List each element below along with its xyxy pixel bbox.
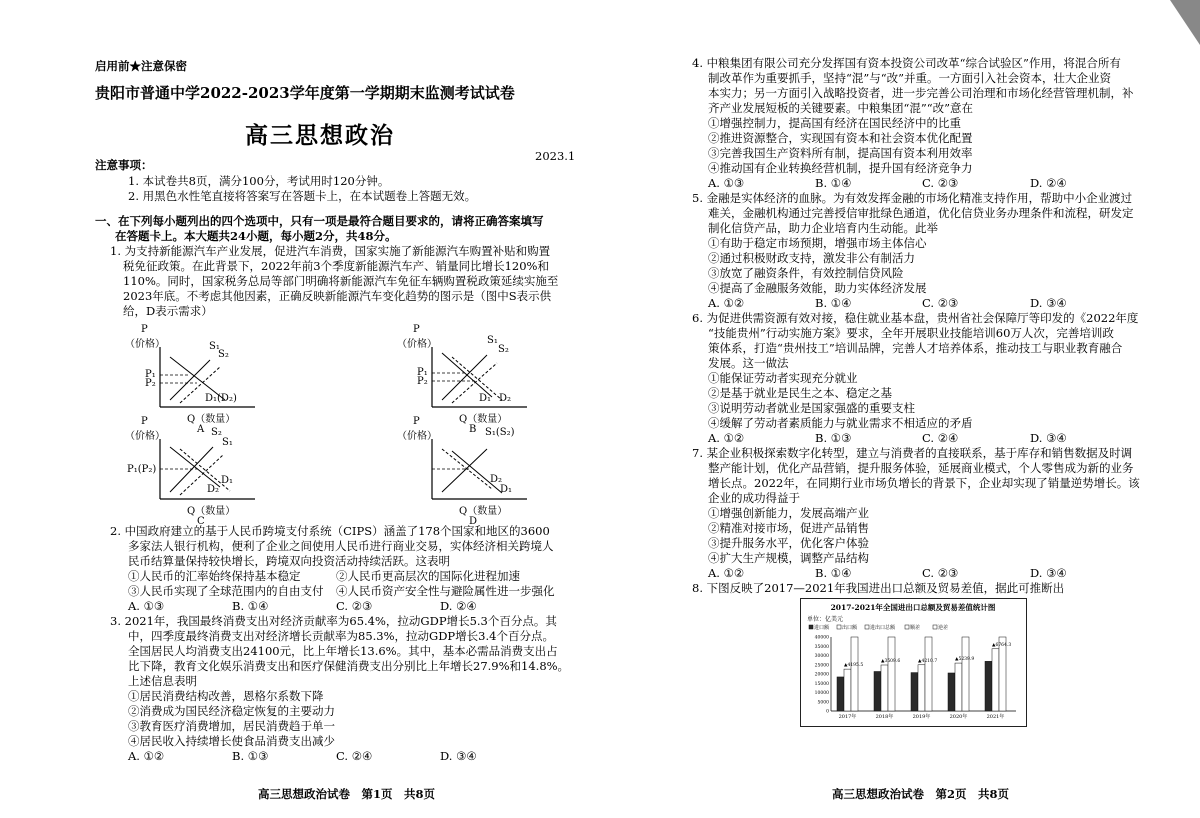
- y-tick-label: 15000: [814, 681, 829, 687]
- q5-choice-a[interactable]: A. ①②: [708, 296, 745, 310]
- bar-export: [881, 665, 888, 711]
- surplus-label: ▲5239.9: [955, 657, 975, 663]
- graph-d: [397, 412, 587, 532]
- chart-unit: 单位：亿美元: [807, 616, 844, 623]
- surplus-label: ▲4195.5: [844, 663, 864, 669]
- q3-option-1: ①居民消费结构改善，恩格尔系数下降: [128, 689, 324, 703]
- x-tick-label: 2019年: [912, 714, 931, 720]
- graph-a-s1: S₁: [209, 341, 220, 352]
- q4-option-3: ③完善我国生产资料所有制，提高国有资本利用效率: [708, 146, 973, 160]
- q5-text-3: 制化信贷产品，助力企业培育内生动能。此举: [708, 221, 938, 235]
- graph-b-p1: P₁: [417, 367, 428, 378]
- bar-import: [948, 673, 955, 711]
- q6-choice-b[interactable]: B. ①③: [815, 431, 852, 445]
- q2-choice-c[interactable]: C. ②③: [336, 599, 373, 613]
- bar-export: [844, 669, 851, 711]
- graph-a-p2: P₂: [145, 378, 156, 389]
- q6-choice-c[interactable]: C. ②④: [922, 431, 959, 445]
- graph-c-label: C: [197, 516, 205, 527]
- q1-text-1: 1. 为支持新能源汽车产业发展，促进汽车消费，国家实施了新能源汽车购置补贴和购置: [110, 244, 551, 258]
- graph-c-d1: D₁: [221, 475, 234, 486]
- graph-b-d2: D₂: [499, 393, 512, 404]
- graph-b-p2: P₂: [417, 376, 428, 387]
- legend-label: 出口额: [842, 625, 858, 631]
- graph-b-s2: S₂: [498, 344, 509, 355]
- y-tick-label: 20000: [814, 672, 829, 678]
- x-tick-label: 2021年: [986, 714, 1005, 720]
- q4-option-4: ④推动国有企业转换经营机制，提升国有经济竞争力: [708, 161, 973, 175]
- q5-choice-c[interactable]: C. ②③: [922, 296, 959, 310]
- y-tick-label: 40000: [814, 635, 829, 641]
- graph-c-p1: P₁(P₂): [127, 464, 157, 475]
- y-tick-label: 30000: [814, 654, 829, 659]
- bar-import: [837, 677, 844, 711]
- legend-swatch: [865, 625, 869, 629]
- q6-option-1: ①能保证劳动者实现充分就业: [708, 371, 858, 385]
- q2-option-2: ②人民币更高层次的国际化进程加速: [336, 569, 520, 583]
- legend-swatch: [905, 625, 909, 629]
- q7-choice-a[interactable]: A. ①②: [708, 566, 745, 580]
- q4-choice-d[interactable]: D. ②④: [1030, 176, 1067, 190]
- q6-text-3: 策体系，打造“贵州技工”培训品牌，完善人才培养体系，推动技工与职业教育融合: [708, 341, 1123, 355]
- bar-total: [962, 637, 969, 711]
- section-instruction-2: 在答题卡上。本大题共24小题，每小题2分，共48分。: [115, 229, 397, 243]
- legend-swatch: [933, 625, 937, 629]
- q7-text-3: 增长点。2022年，在同期行业市场负增长的背景下，企业却实现了销量逆势增长。该: [708, 476, 1140, 490]
- q7-option-4: ④扩大生产规模，调整产品结构: [708, 551, 869, 565]
- page-2: [600, 0, 1200, 818]
- graph-d-p-axis: P: [413, 416, 420, 427]
- q1-text-3: 110%。同时，国家税务总局等部门明确将新能源汽车免征车辆购置税政策延续实施至: [123, 274, 559, 288]
- bar-total: [851, 637, 858, 711]
- q7-text-1: 7. 某企业积极探索数字化转型，建立与消费者的直接联系，基于库存和销售数据及时调: [692, 446, 1133, 460]
- q2-text-2: 多家法人银行机构，便利了企业之间使用人民币进行商业交易，实体经济相关跨境人: [128, 539, 554, 553]
- graph-b-unit: （价格）: [397, 339, 437, 350]
- graph-c-d2: D₂: [207, 484, 220, 495]
- graph-c-q-axis: Q（数量）: [187, 506, 236, 517]
- y-tick-label: 25000: [814, 663, 829, 669]
- exam-date: 2023.1: [535, 149, 576, 163]
- graph-a-unit: （价格）: [125, 339, 165, 350]
- graph-a-d: D₁(D₂): [205, 393, 237, 404]
- q7-option-2: ②精准对接市场，促进产品销售: [708, 521, 869, 535]
- corner-fold-mark: [1160, 0, 1200, 50]
- trade-chart: [800, 598, 1027, 727]
- q3-text-1: 3. 2021年，我国最终消费支出对经济贡献率为65.4%，拉动GDP增长5.3个百分点。其: [110, 614, 557, 628]
- y-tick-label: 10000: [814, 691, 829, 696]
- graph-a-s2: S₂: [218, 349, 229, 360]
- q1-text-4: 2023年底。不考虑其他因素，正确反映新能源汽车变化趋势的图示是（图中S表示供: [123, 289, 552, 303]
- q5-option-2: ②通过积极财政支持，激发非公有制活力: [708, 251, 915, 265]
- graph-c: [125, 412, 315, 532]
- graph-d-d2: D₂: [490, 474, 503, 485]
- q4-text-3: 本实力；另一方面引入战略投资者，进一步完善公司治理和市场化经营管理机制，补: [708, 86, 1134, 100]
- legend-swatch: [837, 625, 841, 629]
- chart-title: 2017-2021年全国进出口总额及贸易差值统计图: [830, 603, 996, 612]
- section-instruction-1: 一、在下列每小题列出的四个选项中，只有一项是最符合题目要求的，请将正确答案填写: [95, 214, 544, 228]
- legend-label: 进口额: [814, 625, 830, 631]
- q7-choice-b[interactable]: B. ①④: [815, 566, 852, 580]
- q6-text-4: 发展。这一做法: [708, 356, 789, 370]
- bar-export: [918, 665, 925, 711]
- note-2: 2. 用黑色水性笔直接将答案写在答题卡上，在本试题卷上答题无效。: [128, 189, 477, 203]
- surplus-label: ▲4210.7: [918, 658, 938, 664]
- q6-choice-d[interactable]: D. ③④: [1030, 431, 1067, 445]
- q5-text-1: 5. 金融是实体经济的血脉。为有效发挥金融的市场化精准支持作用，帮助中小企业渡过: [692, 191, 1133, 205]
- graph-a-p-axis: P: [141, 324, 148, 335]
- q5-choice-b[interactable]: B. ①④: [815, 296, 852, 310]
- q2-choice-a[interactable]: A. ①③: [128, 599, 165, 613]
- q4-option-1: ①增强控制力，提高国有经济在国民经济中的比重: [708, 116, 961, 130]
- bar-export: [955, 663, 962, 711]
- q7-text-4: 企业的成功得益于: [708, 491, 800, 505]
- surplus-label: ▲6764.3: [992, 642, 1012, 648]
- surplus-label: ▲3509.6: [881, 658, 901, 664]
- q4-text-4: 齐产业发展短板的关键要素。中粮集团“混”“改”意在: [708, 101, 974, 115]
- graph-c-s1: S₁: [222, 437, 233, 448]
- note-1: 1. 本试卷共8页，满分100分，考试用时120分钟。: [128, 174, 390, 188]
- q6-option-4: ④缓解了劳动者素质能力与就业需求不相适应的矛盾: [708, 416, 973, 430]
- q1-text-5: 给，D表示需求）: [123, 304, 213, 318]
- graph-b-q-axis: Q（数量）: [459, 414, 508, 425]
- x-tick-label: 2018年: [875, 714, 894, 720]
- q7-choice-d[interactable]: D. ③④: [1030, 566, 1067, 580]
- q4-text-2: 制改革作为重要抓手，坚持“混”与“改”并重。一方面引入社会资本，壮大企业资: [708, 71, 1112, 85]
- bar-total: [888, 637, 895, 711]
- q3-option-3: ③教育医疗消费增加，居民消费趋于单一: [128, 719, 335, 733]
- trade-chart-svg: [801, 599, 1026, 726]
- graph-c-s2: S₂: [211, 427, 222, 438]
- q3-choice-b[interactable]: B. ①③: [232, 749, 269, 763]
- graph-b-label: B: [469, 424, 477, 435]
- q4-choice-b[interactable]: B. ①④: [815, 176, 852, 190]
- graph-d-d1: D₁: [500, 484, 513, 495]
- legend-label: 进出口总额: [870, 625, 896, 631]
- q7-text-2: 整产能计划，优化产品营销，提升服务体验，延展商业模式，个人零售成为新的业务: [708, 461, 1134, 475]
- q2-option-3: ③人民币实现了全球范围内的自由支付: [128, 584, 324, 598]
- y-tick-label: 35000: [814, 644, 829, 650]
- graph-c-unit: （价格）: [125, 431, 165, 442]
- q5-choice-d[interactable]: D. ③④: [1030, 296, 1067, 310]
- q3-choice-a[interactable]: A. ①②: [128, 749, 165, 763]
- q2-choice-b[interactable]: B. ①④: [232, 599, 269, 613]
- graph-d-q-axis: Q（数量）: [459, 506, 508, 517]
- notes-heading: 注意事项：: [95, 158, 153, 172]
- exam-title: 贵阳市普通中学2022-2023学年度第一学期期末监测考试试卷: [95, 84, 515, 102]
- secret-label: 启用前★注意保密: [95, 59, 187, 73]
- bar-import: [874, 671, 881, 711]
- q7-option-3: ③提升服务水平，优化客户体验: [708, 536, 869, 550]
- y-tick-label: 5000: [817, 700, 829, 706]
- q3-option-4: ④居民收入持续增长使食品消费支出减少: [128, 734, 335, 748]
- q2-option-1: ①人民币的汇率始终保持基本稳定: [128, 569, 301, 583]
- page-1-footer: 高三思想政治试卷 第1页 共8页: [258, 787, 436, 801]
- graph-b-d1: D₁: [479, 393, 492, 404]
- bar-total: [925, 637, 932, 711]
- q2-text-1: 2. 中国政府建立的基于人民币跨境支付系统（CIPS）涵盖了178个国家和地区的3600: [110, 524, 550, 538]
- q5-text-2: 难关，金融机构通过完善授信审批绿色通道，优化信贷业务办理条件和流程，研发定: [708, 206, 1134, 220]
- q4-option-2: ②推进资源整合，实现国有资本和社会资本优化配置: [708, 131, 973, 145]
- q2-text-3: 民币结算量保持较快增长，跨境双向投资活动持续活跃。这表明: [128, 554, 450, 568]
- x-tick-label: 2020年: [949, 714, 968, 720]
- graph-c-p-axis: P: [141, 416, 148, 427]
- q3-text-2: 中，四季度最终消费支出对经济增长贡献率为85.3%，拉动GDP增长3.4个百分点。: [128, 629, 554, 643]
- q6-text-1: 6. 为促进供需资源有效对接，稳住就业基本盘，贵州省社会保障厅等印发的《2022年度: [692, 311, 1139, 325]
- graph-b-p-axis: P: [413, 324, 420, 335]
- q8-text-1: 8. 下图反映了2017—2021年我国进出口总额及贸易差值，据此可推断出: [692, 581, 1065, 595]
- q2-option-4: ④人民币资产安全性与避险属性进一步强化: [336, 584, 555, 598]
- q7-choice-c[interactable]: C. ②③: [922, 566, 959, 580]
- page-2-footer: 高三思想政治试卷 第2页 共8页: [832, 787, 1010, 801]
- x-tick-label: 2017年: [838, 714, 857, 720]
- q3-text-4: 比下降，教育文化娱乐消费支出和医疗保健消费支出分别比上年增长27.9%和14.8%。: [128, 659, 570, 673]
- q4-choice-a[interactable]: A. ①③: [708, 176, 745, 190]
- y-tick-label: 0: [826, 709, 829, 715]
- graph-a-q-axis: Q（数量）: [187, 414, 236, 425]
- q4-choice-c[interactable]: C. ②③: [922, 176, 959, 190]
- subject-title: 高三思想政治: [245, 122, 395, 149]
- bar-total: [999, 637, 1006, 711]
- q5-option-3: ③放宽了融资条件，有效控制信贷风险: [708, 266, 904, 280]
- graph-a-p1: P₁: [145, 369, 156, 380]
- bar-export: [992, 649, 999, 711]
- q4-text-1: 4. 中粮集团有限公司充分发挥国有资本投资公司改革“综合试验区”作用，将混合所有: [692, 56, 1121, 70]
- q3-text-3: 全国居民人均消费支出24100元，比上年增长13.6%。其中，基本必需品消费支出占: [128, 644, 558, 658]
- q2-choice-d[interactable]: D. ②④: [440, 599, 477, 613]
- bar-import: [985, 661, 992, 711]
- q6-option-3: ③说明劳动者就业是国家强盛的重要支柱: [708, 401, 915, 415]
- graph-a-label: A: [197, 424, 205, 435]
- bar-import: [911, 673, 918, 711]
- q3-option-2: ②消费成为国民经济稳定恢复的主要动力: [128, 704, 335, 718]
- q3-text-5: 上述信息表明: [128, 674, 197, 688]
- graph-b-s1: S₁: [487, 335, 498, 346]
- legend-swatch: [809, 625, 813, 629]
- graph-d-s: S₁(S₂): [485, 427, 515, 438]
- q6-text-2: “技能贵州”行动实施方案》要求，全年开展职业技能培训60万人次，完善培训政: [708, 326, 1114, 340]
- legend-label: 顺差: [910, 625, 921, 631]
- graph-d-label: D: [469, 516, 478, 527]
- q5-option-4: ④提高了金融服务效能，助力实体经济发展: [708, 281, 927, 295]
- q5-option-1: ①有助于稳定市场预期，增强市场主体信心: [708, 236, 927, 250]
- legend-label: 逆差: [938, 625, 949, 631]
- graph-d-unit: （价格）: [397, 431, 437, 442]
- q6-choice-a[interactable]: A. ①②: [708, 431, 745, 445]
- q3-choice-d[interactable]: D. ③④: [440, 749, 477, 763]
- q1-text-2: 税免征政策。在此背景下，2022年前3个季度新能源汽车产、销量同比增长120%和: [123, 259, 549, 273]
- q3-choice-c[interactable]: C. ②④: [336, 749, 373, 763]
- q7-option-1: ①增强创新能力，发展高端产业: [708, 506, 869, 520]
- q6-option-2: ②是基于就业是民生之本、稳定之基: [708, 386, 892, 400]
